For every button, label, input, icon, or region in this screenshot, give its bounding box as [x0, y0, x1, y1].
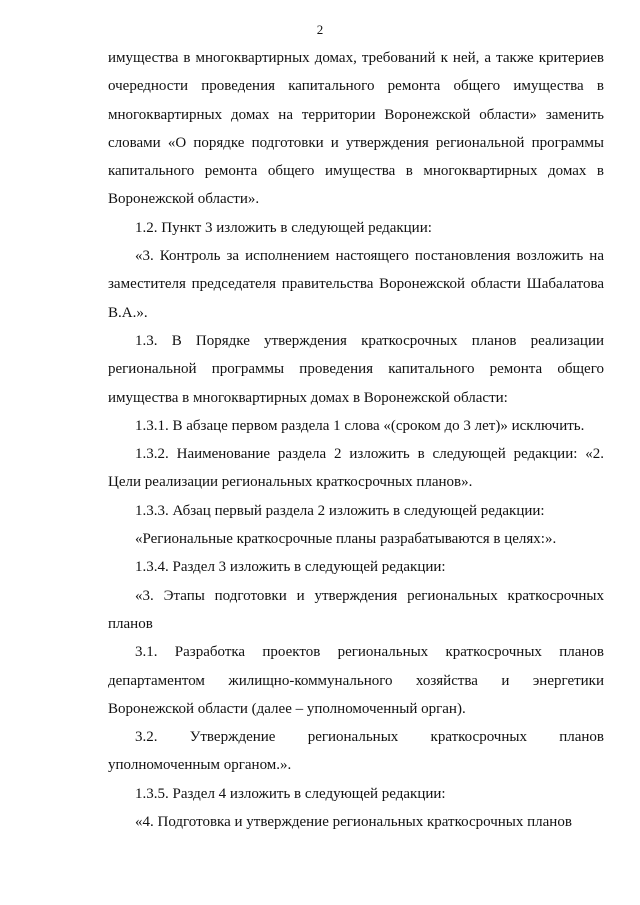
paragraph-intro-continued: имущества в многоквартирных домах, требований к ней, а также критериев очередности проведения капитального ремонта общего имущества в многоквартирных домах на территории Воронежской области» заменить словами «О порядке подготовки и утверждения региональной программы капитального ремонта общего имущества в многоквартирных домах в Воронежской области».	[108, 50, 604, 208]
page-number: 2	[316, 22, 324, 37]
paragraph-3-2: 3.2. Утверждение региональных краткосрочных планов уполномоченным органом.».	[108, 729, 604, 774]
paragraph-1-3: 1.3. В Порядке утверждения краткосрочных планов реализации региональной программы проведения капитального ремонта общего имущества в многоквартирных домах в Воронежской области:	[108, 332, 604, 406]
paragraph-3-control: «3. Контроль за исполнением настоящего постановления возложить на заместителя председателя правительства Воронежской области Шабалатова В.А.».	[108, 248, 604, 321]
paragraph-1-3-1: 1.3.1. В абзаце первом раздела 1 слова «(сроком до 3 лет)» исключить.	[135, 417, 585, 434]
document-body	[108, 44, 604, 836]
paragraph-1-2: 1.2. Пункт 3 изложить в следующей редакции:	[135, 219, 432, 236]
paragraph-goals-quote: «Региональные краткосрочные планы разрабатываются в целях:».	[135, 531, 557, 548]
paragraph-section-3-title: «3. Этапы подготовки и утверждения региональных краткосрочных планов	[108, 587, 604, 632]
paragraph-section-4-title: «4. Подготовка и утверждение региональных краткосрочных планов	[135, 814, 572, 831]
paragraph-1-3-3: 1.3.3. Абзац первый раздела 2 изложить в следующей редакции:	[135, 502, 545, 519]
paragraph-1-3-2: 1.3.2. Наименование раздела 2 изложить в следующей редакции: «2. Цели реализации региональных краткосрочных планов».	[108, 446, 604, 491]
paragraph-1-3-5: 1.3.5. Раздел 4 изложить в следующей редакции:	[135, 785, 446, 802]
paragraph-3-1: 3.1. Разработка проектов региональных краткосрочных планов департаментом жилищно-коммунального хозяйства и энергетики Воронежской области (далее – уполномоченный орган).	[108, 644, 604, 717]
paragraph-1-3-4: 1.3.4. Раздел 3 изложить в следующей редакции:	[135, 559, 446, 576]
